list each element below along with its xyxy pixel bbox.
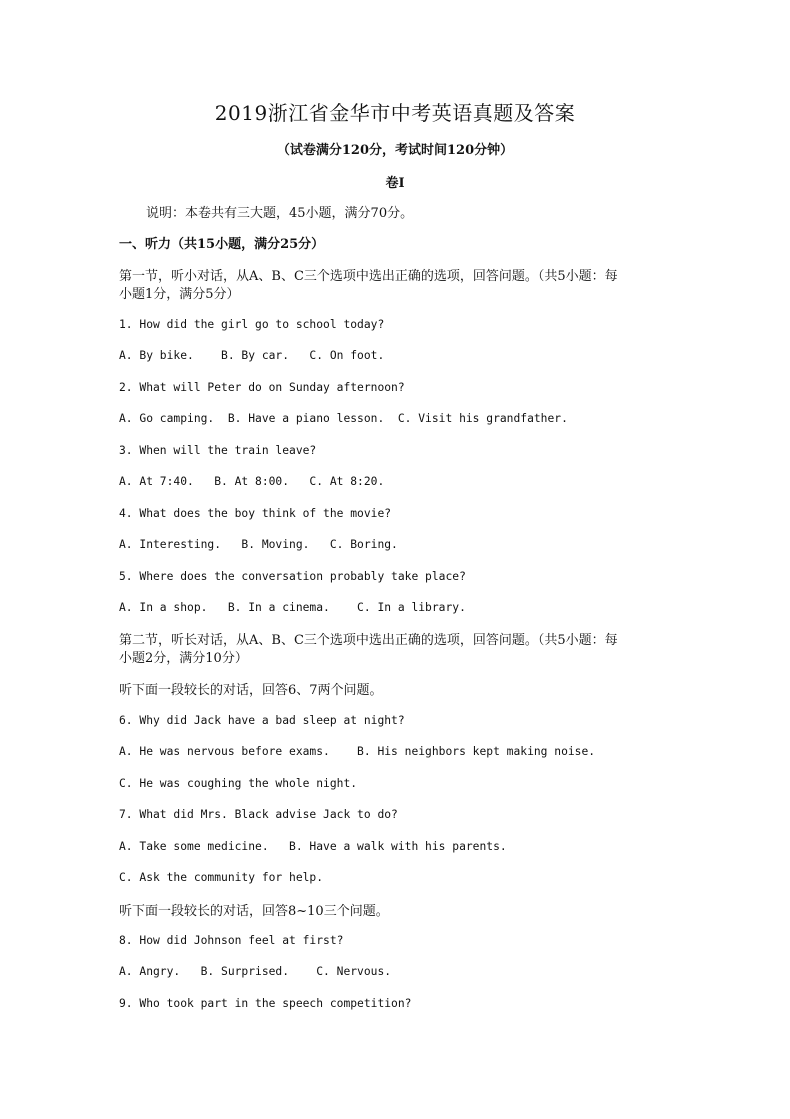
question-1: 1. How did the girl go to school today? <box>119 318 385 331</box>
question-2-options: A. Go camping. B. Have a piano lesson. C. Visit his grandfather. <box>119 412 568 425</box>
dialogue-1-intro: 听下面一段较长的对话，回答6、7两个问题。 <box>119 683 383 698</box>
part2-instruction-cont: 小题2分，满分10分） <box>119 651 248 666</box>
question-8: 8. How did Johnson feel at first? <box>119 934 344 947</box>
question-9: 9. Who took part in the speech competition? <box>119 997 412 1010</box>
question-6-options-cont: C. He was coughing the whole night. <box>119 777 358 790</box>
question-7-options: A. Take some medicine. B. Have a walk with his parents. <box>119 840 507 853</box>
question-4: 4. What does the boy think of the movie? <box>119 507 392 520</box>
exam-note: 说明：本卷共有三大题，45小题，满分70分。 <box>146 206 414 221</box>
question-3-options: A. At 7:40. B. At 8:00. C. At 8:20. <box>119 475 385 488</box>
volume-label: 卷I <box>385 176 405 191</box>
part1-instruction: 第一节，听小对话，从A、B、C三个选项中选出正确的选项，回答问题。（共5小题：每 <box>119 269 618 284</box>
exam-info: （试卷满分120分，考试时间120分钟） <box>276 143 514 158</box>
question-8-options: A. Angry. B. Surprised. C. Nervous. <box>119 965 392 978</box>
question-7-options-cont: C. Ask the community for help. <box>119 871 324 884</box>
question-6-options: A. He was nervous before exams. B. His neighbors kept making noise. <box>119 745 596 758</box>
part1-instruction-cont: 小题1分，满分5分） <box>119 287 240 302</box>
dialogue-2-intro: 听下面一段较长的对话，回答8~10三个问题。 <box>119 904 389 919</box>
question-5-options: A. In a shop. B. In a cinema. C. In a library. <box>119 601 466 614</box>
section-heading: 一、听力（共15小题，满分25分） <box>119 237 325 252</box>
question-2: 2. What will Peter do on Sunday afternoon? <box>119 381 405 394</box>
question-7: 7. What did Mrs. Black advise Jack to do? <box>119 808 398 821</box>
question-3: 3. When will the train leave? <box>119 444 317 457</box>
question-1-options: A. By bike. B. By car. C. On foot. <box>119 349 385 362</box>
question-4-options: A. Interesting. B. Moving. C. Boring. <box>119 538 398 551</box>
question-6: 6. Why did Jack have a bad sleep at night? <box>119 714 405 727</box>
page-title: 2019浙江省金华市中考英语真题及答案 <box>214 101 576 125</box>
question-5: 5. Where does the conversation probably take place? <box>119 570 466 583</box>
part2-instruction: 第二节，听长对话，从A、B、C三个选项中选出正确的选项，回答问题。（共5小题：每 <box>119 633 618 648</box>
